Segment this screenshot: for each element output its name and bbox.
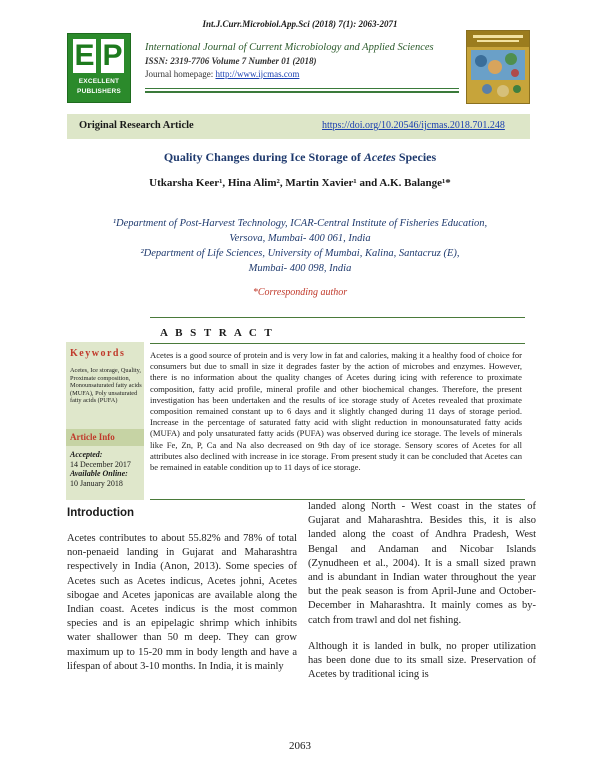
title-suffix: Species <box>395 150 437 164</box>
journal-cover-image <box>466 30 530 104</box>
page-number: 2063 <box>289 740 311 752</box>
abstract-body: Acetes is a good source of protein and is very low in fat and calories, making it a healthy food of choice for consumers but due to small in size it degrades faster by the action of microbes and enzymes. However, there is no information about the quality changes of Acetes during icing with reference to proximate composition, fatty acid profile, mineral profile and other biochemical changes. Therefore, the present investigation has been undertaken and the results of ice storage study of Acetes revealed that proximate composition remained constant up to 6 days and it slightly changed during 11 days of storage period. Increase in the percentage of saturated fatty acid with slight reduction in monounsaturated fatty acids (MUFA) and poly unsaturated fatty acids (PUFA) was observed during ice storage. The levels of minerals like Fe, Zn, P, Ca and Na also decreased on 9th day of ice storage. Sensory scores of Acetes for all attributes also declined with increase in ice storage. From present study it can be concluded that Acetes can be remained in eatable condition up to 11 days of ice storage. <box>150 350 522 473</box>
logo-letter-e: E <box>74 39 95 72</box>
header-rule <box>145 88 459 89</box>
body-column-left: Acetes contributes to about 55.82% and 78% of total non-penaeid landing in Gujarat and Maharashtra respectively in India (Anon, 2013). Some species of Acetes such as Acetes indicus, Acetes johni, Acetes sibogae and Acetes japonicas are available along the Indian coast. Acetes indicus is the most common species and is an epipelagic shrimp which inhibits water shallower than 50 m deep. They can grow maximum up to 15-20 mm in body length and have a lifespan of about 3-10 months. In India, it is mainly <box>67 533 297 672</box>
abstract-rule-mid <box>150 343 525 344</box>
logo-text-line2: PUBLISHERS <box>77 88 121 95</box>
doi-link[interactable]: https://doi.org/10.20546/ijcmas.2018.701.248 <box>322 120 505 131</box>
article-info-title: Article Info <box>70 432 115 442</box>
journal-issn: ISSN: 2319-7706 Volume 7 Number 01 (2018) <box>145 56 317 66</box>
affiliation-2-line1: ²Department of Life Sciences, University of Mumbai, Kalina, Santacruz (E), <box>140 248 460 259</box>
keywords-title: Keywords <box>70 348 126 359</box>
body-paragraph: landed along North - West coast in the states of Gujarat and Maharashtra. Besides this, it is also landed along the coast of Andhra Pradesh, West Bengal and Andaman and Nicobar Islands (Zynudheen et al., 2004). It is a small sized prawn and is abundant in Indian water throughout the year but the peak season is from April-June and October-December in Maharashtra. It mainly comes as by-catch from trawl and dol net fishing. <box>308 501 536 626</box>
affiliation-1-line2: Versova, Mumbai- 400 061, India <box>229 233 371 244</box>
paper-title <box>0 150 600 165</box>
affiliation-2-line2: Mumbai- 400 098, India <box>248 263 352 274</box>
accepted-label: Accepted: <box>70 450 103 459</box>
keywords-list: Acetes, Ice storage, Quality, Proximate composition, Monounsaturated fatty acids (MUFA), Poly unsaturated fatty acids (PUFA) <box>70 367 142 405</box>
header-rule-thick <box>145 91 459 93</box>
online-date: 10 January 2018 <box>70 478 123 488</box>
section-heading-introduction: Introduction <box>67 507 135 519</box>
logo-text-line1: EXCELLENT <box>78 78 120 85</box>
logo-letter-p: P <box>102 39 123 72</box>
homepage-link[interactable]: http://www.ijcmas.com <box>215 69 300 79</box>
author-list: Utkarsha Keer¹, Hina Alim², Martin Xavier¹ and A.K. Balange¹* <box>149 177 451 189</box>
article-type: Original Research Article <box>79 120 194 131</box>
accepted-date: 14 December 2017 <box>70 459 131 469</box>
abstract-heading: A B S T R A C T <box>160 327 275 339</box>
title-prefix: Quality Changes during Ice Storage of <box>163 150 364 164</box>
journal-homepage <box>145 69 299 79</box>
abstract-rule-top <box>150 317 525 318</box>
article-info-dates <box>70 450 146 488</box>
publisher-logo <box>67 33 131 103</box>
running-citation: Int.J.Curr.Microbiol.App.Sci (2018) 7(1): 2063-2071 <box>202 19 398 29</box>
body-column-right <box>308 500 536 682</box>
title-italic: Acetes <box>363 150 396 164</box>
homepage-label: Journal homepage: <box>145 69 216 79</box>
affiliation-1-line1: ¹Department of Post-Harvest Technology, ICAR-Central Institute of Fisheries Education, <box>112 218 488 229</box>
online-label: Available Online: <box>70 469 128 478</box>
journal-name: International Journal of Current Microbiology and Applied Sciences <box>145 42 434 53</box>
corresponding-author-note: *Corresponding author <box>252 287 348 298</box>
body-paragraph: Although it is landed in bulk, no proper utilization has been done due to its small size. Preservation of Acetes by traditional icing is <box>308 640 536 681</box>
